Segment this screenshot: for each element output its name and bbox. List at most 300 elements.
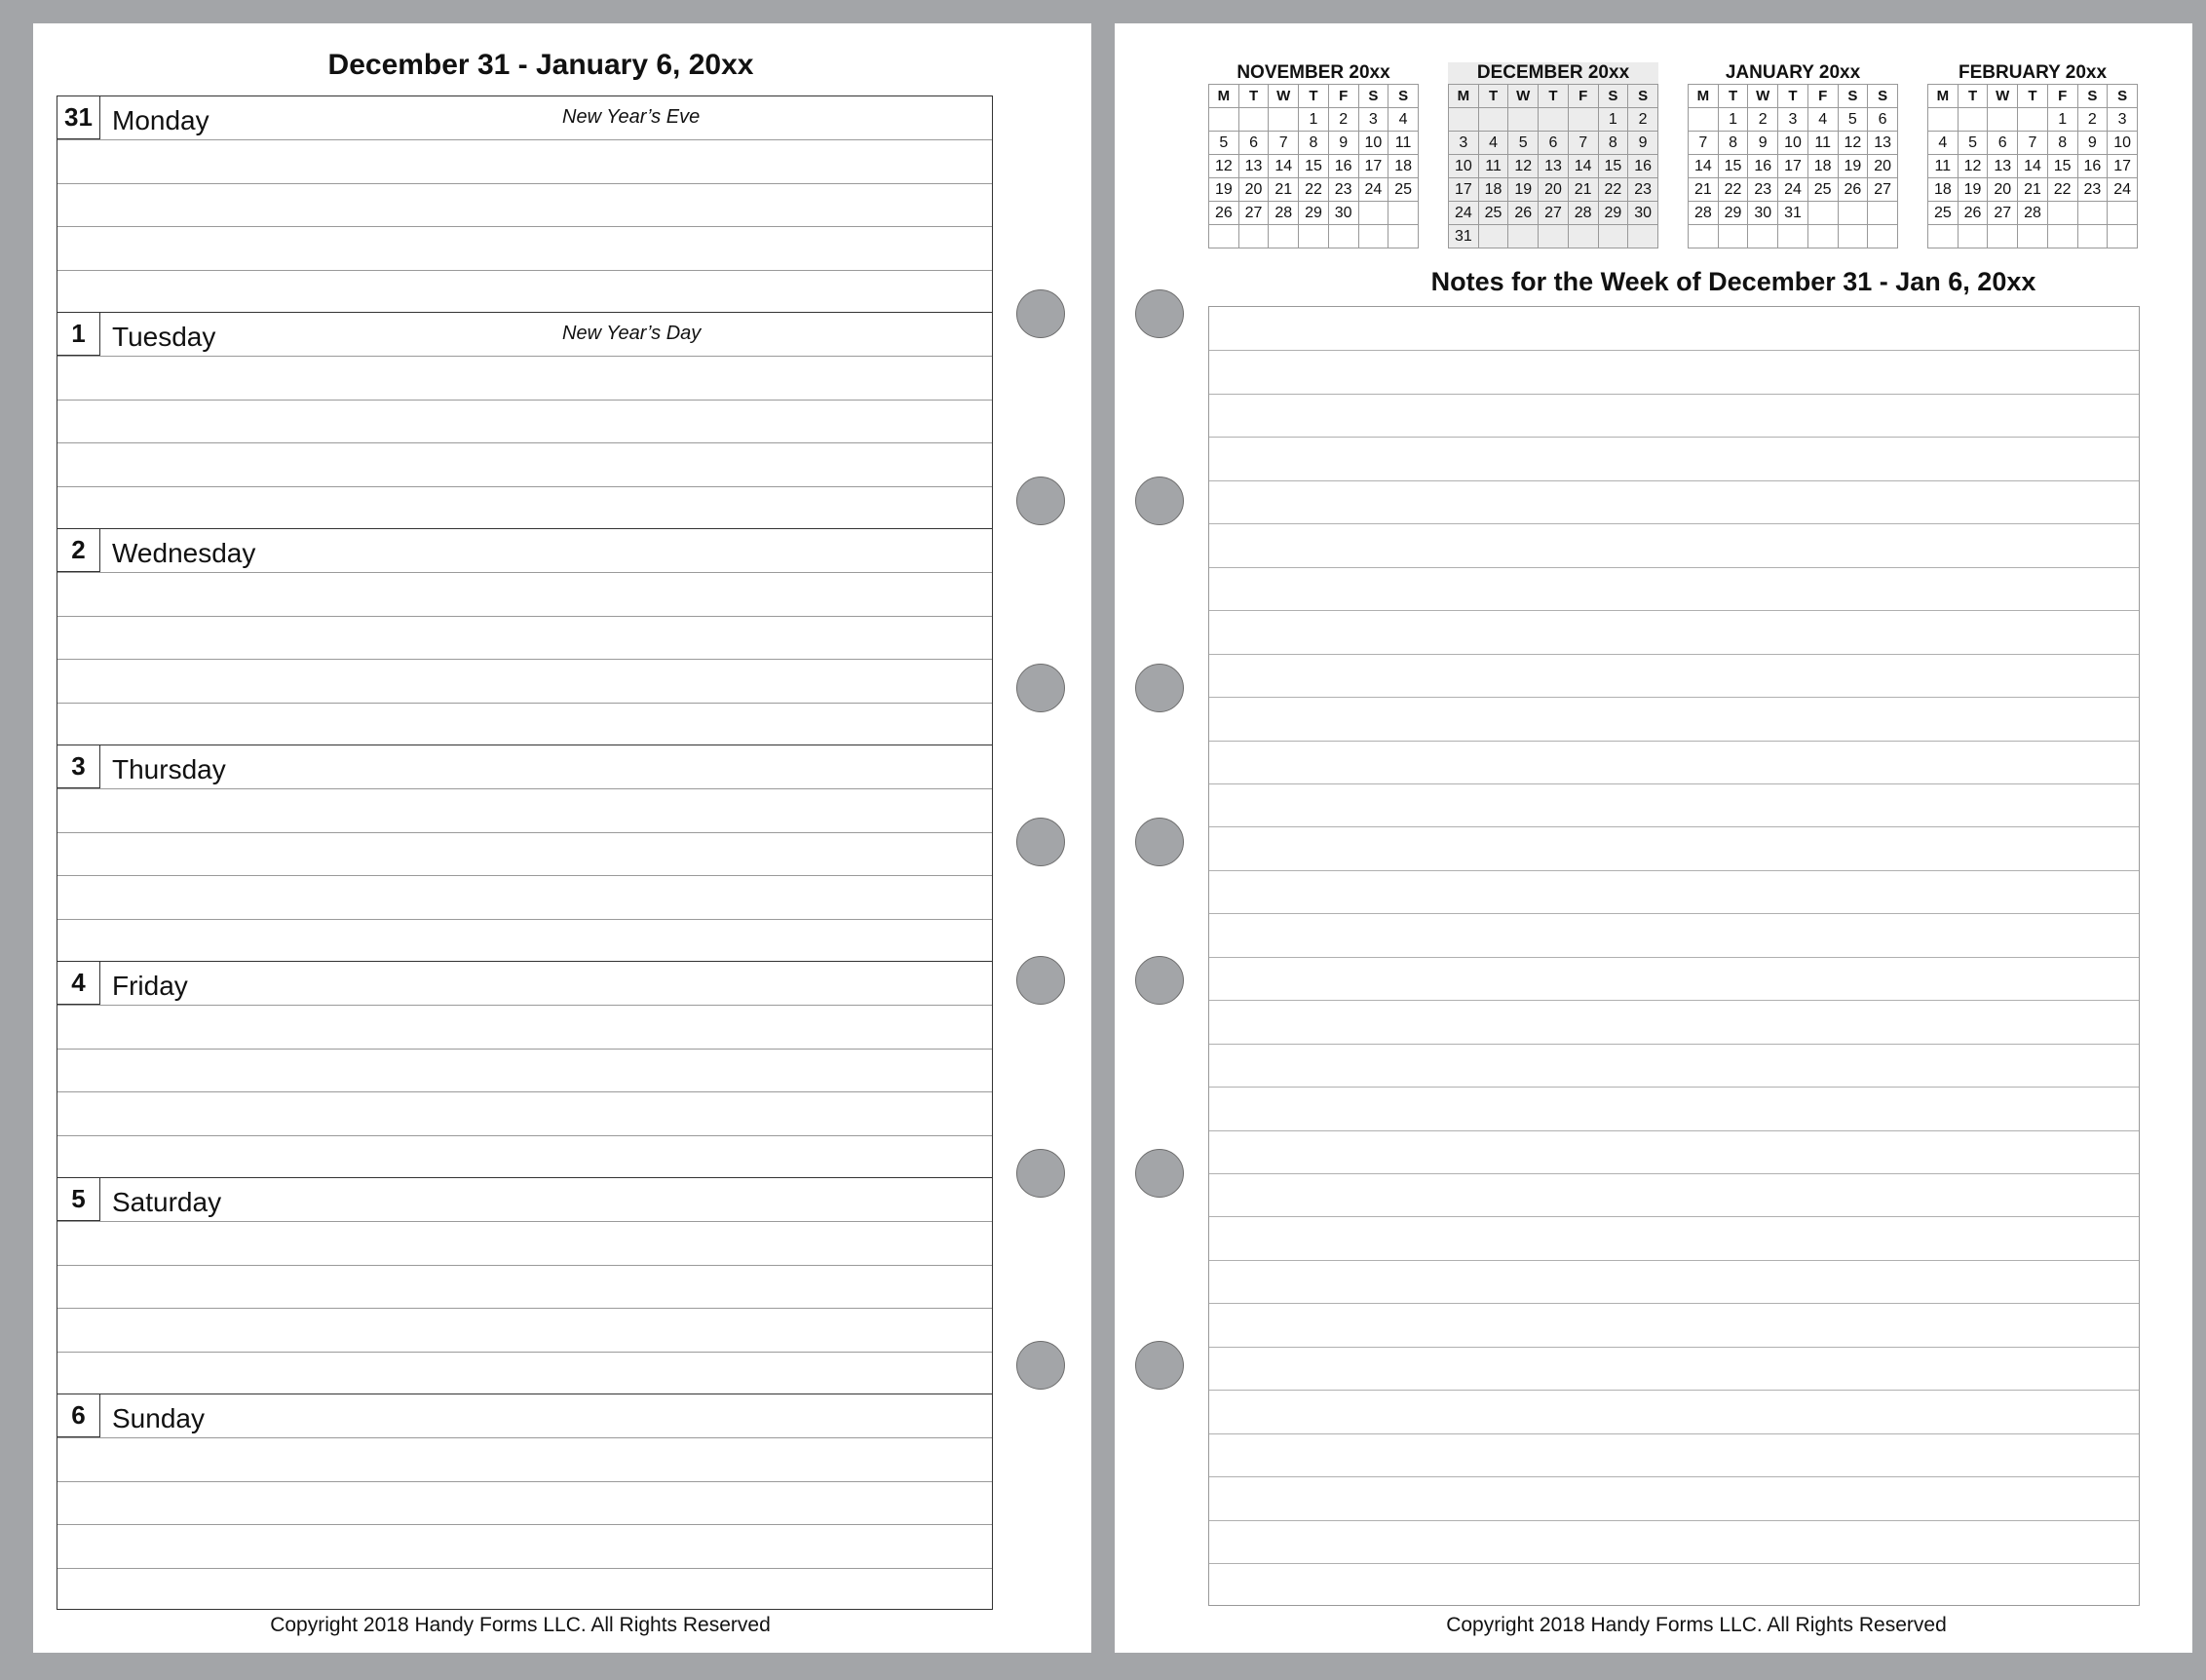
calendar-date-cell: 24 xyxy=(1449,202,1479,225)
calendar-date-cell: 2 xyxy=(1748,108,1778,132)
calendar-date-cell xyxy=(1209,225,1239,248)
notes-line[interactable] xyxy=(1209,870,2139,871)
notes-line[interactable] xyxy=(1209,913,2139,914)
calendar-date-cell: 28 xyxy=(1269,202,1299,225)
mini-calendar-grid xyxy=(1208,84,1419,248)
calendar-date-cell: 11 xyxy=(1478,155,1508,178)
notes-line[interactable] xyxy=(1209,783,2139,784)
weekday-header: S xyxy=(1358,85,1388,108)
day-block xyxy=(57,962,992,1178)
calendar-date-cell xyxy=(2108,225,2138,248)
calendar-date-cell: 20 xyxy=(1238,178,1269,202)
calendar-date-cell: 22 xyxy=(1598,178,1628,202)
mini-calendar-grid xyxy=(1448,84,1658,248)
notes-line[interactable] xyxy=(1209,1390,2139,1391)
calendar-date-cell xyxy=(1689,108,1719,132)
calendar-date-cell xyxy=(1868,202,1898,225)
writing-line[interactable] xyxy=(57,1265,992,1266)
calendar-date-cell xyxy=(1748,225,1778,248)
calendar-date-cell: 26 xyxy=(1209,202,1239,225)
calendar-date-cell: 21 xyxy=(1568,178,1598,202)
notes-line[interactable] xyxy=(1209,480,2139,481)
calendar-date-cell xyxy=(1689,225,1719,248)
calendar-date-cell: 26 xyxy=(1508,202,1539,225)
calendar-date-cell xyxy=(1988,225,2018,248)
calendar-date-cell: 4 xyxy=(1388,108,1419,132)
writing-line[interactable] xyxy=(57,270,992,271)
calendar-date-cell xyxy=(1838,225,1868,248)
notes-line[interactable] xyxy=(1209,567,2139,568)
weekday-header: T xyxy=(1539,85,1569,108)
calendar-date-cell: 18 xyxy=(1928,178,1959,202)
calendar-date-cell: 19 xyxy=(1508,178,1539,202)
calendar-date-cell: 12 xyxy=(1508,155,1539,178)
writing-line[interactable] xyxy=(57,226,992,227)
calendar-date-cell xyxy=(1388,202,1419,225)
notes-line[interactable] xyxy=(1209,1347,2139,1348)
calendar-date-cell: 27 xyxy=(1539,202,1569,225)
day-number: 6 xyxy=(57,1394,100,1437)
notes-line[interactable] xyxy=(1209,1260,2139,1261)
calendar-date-cell: 20 xyxy=(1539,178,1569,202)
calendar-date-cell: 11 xyxy=(1388,132,1419,155)
calendar-date-cell: 15 xyxy=(1718,155,1748,178)
calendar-date-cell: 25 xyxy=(1928,202,1959,225)
left-planner-page xyxy=(33,23,1091,1653)
calendar-date-cell xyxy=(1238,108,1269,132)
calendar-date-cell: 29 xyxy=(1718,202,1748,225)
calendar-date-cell xyxy=(1478,225,1508,248)
calendar-date-cell: 27 xyxy=(1238,202,1269,225)
binder-hole xyxy=(1016,477,1065,525)
mini-calendar xyxy=(1688,62,1898,248)
calendar-date-cell: 14 xyxy=(1568,155,1598,178)
calendar-date-cell: 12 xyxy=(1209,155,1239,178)
day-number: 2 xyxy=(57,529,100,572)
calendar-date-cell: 7 xyxy=(1269,132,1299,155)
calendar-date-cell: 2 xyxy=(1628,108,1658,132)
calendar-date-cell: 11 xyxy=(1807,132,1838,155)
calendar-date-cell xyxy=(1807,202,1838,225)
day-number: 31 xyxy=(57,96,100,139)
calendar-date-cell: 12 xyxy=(1958,155,1988,178)
calendar-date-cell: 7 xyxy=(2018,132,2048,155)
weekday-header: T xyxy=(1299,85,1329,108)
calendar-date-cell: 22 xyxy=(1718,178,1748,202)
calendar-date-cell: 16 xyxy=(1628,155,1658,178)
notes-line[interactable] xyxy=(1209,826,2139,827)
day-block xyxy=(57,529,992,745)
notes-line[interactable] xyxy=(1209,1303,2139,1304)
calendar-date-cell xyxy=(1778,225,1808,248)
writing-line[interactable] xyxy=(57,1091,992,1092)
notes-line[interactable] xyxy=(1209,1044,2139,1045)
weekday-header: S xyxy=(1388,85,1419,108)
calendar-date-cell: 13 xyxy=(1988,155,2018,178)
calendar-date-cell: 21 xyxy=(1689,178,1719,202)
weekday-header: T xyxy=(1778,85,1808,108)
day-number: 3 xyxy=(57,745,100,788)
calendar-date-cell xyxy=(2077,225,2108,248)
binder-hole xyxy=(1016,956,1065,1005)
calendar-date-cell: 19 xyxy=(1958,178,1988,202)
calendar-date-cell: 17 xyxy=(1778,155,1808,178)
binder-hole xyxy=(1135,818,1184,866)
weekday-header: W xyxy=(1269,85,1299,108)
calendar-date-cell: 13 xyxy=(1868,132,1898,155)
calendar-date-cell xyxy=(1358,225,1388,248)
weekday-header: T xyxy=(2018,85,2048,108)
notes-line[interactable] xyxy=(1209,437,2139,438)
calendar-date-cell: 8 xyxy=(1718,132,1748,155)
calendar-date-cell: 15 xyxy=(1598,155,1628,178)
calendar-date-cell: 18 xyxy=(1388,155,1419,178)
calendar-date-cell: 17 xyxy=(1449,178,1479,202)
binder-hole xyxy=(1016,1341,1065,1390)
calendar-date-cell: 6 xyxy=(1988,132,2018,155)
calendar-date-cell: 10 xyxy=(2108,132,2138,155)
calendar-date-cell xyxy=(1209,108,1239,132)
calendar-date-cell: 6 xyxy=(1539,132,1569,155)
notes-title: Notes for the Week of December 31 - Jan 6, 20xx xyxy=(1430,267,2036,296)
right-notes-page xyxy=(1115,23,2192,1653)
calendar-date-cell xyxy=(1269,225,1299,248)
days-grid xyxy=(57,95,993,1610)
writing-line[interactable] xyxy=(57,875,992,876)
calendar-date-cell: 7 xyxy=(1689,132,1719,155)
writing-line[interactable] xyxy=(57,1437,992,1438)
binder-hole xyxy=(1135,477,1184,525)
day-name: Sunday xyxy=(112,1403,205,1433)
calendar-date-cell: 20 xyxy=(1868,155,1898,178)
calendar-date-cell xyxy=(1269,108,1299,132)
weekday-header: F xyxy=(1568,85,1598,108)
week-title: December 31 - January 6, 20xx xyxy=(327,49,754,81)
weekday-header: F xyxy=(1807,85,1838,108)
notes-line[interactable] xyxy=(1209,1173,2139,1174)
notes-line[interactable] xyxy=(1209,350,2139,351)
notes-line[interactable] xyxy=(1209,523,2139,524)
binder-hole xyxy=(1135,664,1184,712)
calendar-date-cell: 5 xyxy=(1958,132,1988,155)
calendar-date-cell: 5 xyxy=(1508,132,1539,155)
calendar-date-cell: 3 xyxy=(1358,108,1388,132)
day-number: 4 xyxy=(57,962,100,1005)
calendar-date-cell: 2 xyxy=(2077,108,2108,132)
calendar-date-cell: 14 xyxy=(1269,155,1299,178)
calendar-date-cell xyxy=(2077,202,2108,225)
day-name: Tuesday xyxy=(112,322,216,352)
calendar-date-cell: 26 xyxy=(1958,202,1988,225)
notes-line[interactable] xyxy=(1209,1130,2139,1131)
notes-line[interactable] xyxy=(1209,1216,2139,1217)
calendar-date-cell: 1 xyxy=(1718,108,1748,132)
weekday-header: T xyxy=(1718,85,1748,108)
holiday-label: New Year’s Day xyxy=(562,323,702,344)
calendar-date-cell xyxy=(1928,225,1959,248)
binder-hole xyxy=(1016,818,1065,866)
calendar-date-cell: 9 xyxy=(1628,132,1658,155)
weekday-header: M xyxy=(1209,85,1239,108)
calendar-date-cell: 23 xyxy=(2077,178,2108,202)
writing-line[interactable] xyxy=(57,1524,992,1525)
calendar-date-cell: 22 xyxy=(1299,178,1329,202)
writing-line[interactable] xyxy=(57,1568,992,1569)
calendar-date-cell: 23 xyxy=(1628,178,1658,202)
writing-line[interactable] xyxy=(57,442,992,443)
day-divider xyxy=(57,312,992,313)
calendar-date-cell: 23 xyxy=(1328,178,1358,202)
calendar-date-cell: 24 xyxy=(1778,178,1808,202)
writing-line[interactable] xyxy=(57,616,992,617)
calendar-date-cell: 17 xyxy=(1358,155,1388,178)
day-name: Wednesday xyxy=(112,538,256,568)
calendar-date-cell: 27 xyxy=(1868,178,1898,202)
writing-line[interactable] xyxy=(57,1135,992,1136)
day-block xyxy=(57,96,992,313)
calendar-date-cell xyxy=(1958,225,1988,248)
day-number: 5 xyxy=(57,1178,100,1221)
notes-line[interactable] xyxy=(1209,741,2139,742)
calendar-date-cell xyxy=(1838,202,1868,225)
calendar-date-cell: 19 xyxy=(1209,178,1239,202)
notes-line[interactable] xyxy=(1209,654,2139,655)
writing-line[interactable] xyxy=(57,139,992,140)
writing-line[interactable] xyxy=(57,486,992,487)
copyright-right: Copyright 2018 Handy Forms LLC. All Rights Reserved xyxy=(1446,1614,1947,1636)
calendar-date-cell: 11 xyxy=(1928,155,1959,178)
calendar-date-cell xyxy=(1508,108,1539,132)
calendar-date-cell: 30 xyxy=(1628,202,1658,225)
writing-line[interactable] xyxy=(57,1221,992,1222)
calendar-date-cell: 26 xyxy=(1838,178,1868,202)
mini-calendar-title: NOVEMBER 20xx xyxy=(1236,62,1390,83)
mini-calendar-title: FEBRUARY 20xx xyxy=(1958,62,2108,83)
weekday-header: F xyxy=(2047,85,2077,108)
day-divider xyxy=(57,528,992,529)
calendar-date-cell xyxy=(2018,225,2048,248)
calendar-date-cell xyxy=(1568,225,1598,248)
weekday-header: S xyxy=(2077,85,2108,108)
notes-line[interactable] xyxy=(1209,610,2139,611)
mini-calendar-grid xyxy=(1927,84,2138,248)
notes-line[interactable] xyxy=(1209,394,2139,395)
calendar-date-cell xyxy=(1868,225,1898,248)
calendar-date-cell: 18 xyxy=(1807,155,1838,178)
calendar-date-cell: 8 xyxy=(2047,132,2077,155)
calendar-date-cell: 4 xyxy=(1478,132,1508,155)
day-name: Thursday xyxy=(112,754,226,784)
notes-line[interactable] xyxy=(1209,697,2139,698)
mini-calendar-title: DECEMBER 20xx xyxy=(1448,62,1658,84)
calendar-date-cell: 1 xyxy=(1598,108,1628,132)
day-divider xyxy=(57,1177,992,1178)
calendar-date-cell: 25 xyxy=(1478,202,1508,225)
weekday-header: F xyxy=(1328,85,1358,108)
calendar-date-cell: 4 xyxy=(1928,132,1959,155)
calendar-date-cell: 9 xyxy=(1328,132,1358,155)
calendar-date-cell: 8 xyxy=(1598,132,1628,155)
calendar-date-cell: 16 xyxy=(1328,155,1358,178)
calendar-date-cell: 7 xyxy=(1568,132,1598,155)
calendar-date-cell xyxy=(1478,108,1508,132)
calendar-date-cell: 29 xyxy=(1598,202,1628,225)
calendar-date-cell: 15 xyxy=(1299,155,1329,178)
calendar-date-cell: 21 xyxy=(1269,178,1299,202)
day-name: Monday xyxy=(112,105,209,135)
writing-line[interactable] xyxy=(57,659,992,660)
calendar-date-cell: 5 xyxy=(1838,108,1868,132)
copyright-left: Copyright 2018 Handy Forms LLC. All Rights Reserved xyxy=(270,1614,771,1636)
calendar-date-cell: 13 xyxy=(1238,155,1269,178)
calendar-date-cell: 30 xyxy=(1328,202,1358,225)
writing-line[interactable] xyxy=(57,1308,992,1309)
day-name: Friday xyxy=(112,971,188,1001)
writing-line[interactable] xyxy=(57,572,992,573)
calendar-date-cell: 17 xyxy=(2108,155,2138,178)
calendar-date-cell: 16 xyxy=(2077,155,2108,178)
calendar-date-cell xyxy=(1988,108,2018,132)
calendar-date-cell: 10 xyxy=(1449,155,1479,178)
calendar-date-cell: 31 xyxy=(1778,202,1808,225)
calendar-date-cell: 22 xyxy=(2047,178,2077,202)
calendar-date-cell: 3 xyxy=(2108,108,2138,132)
weekday-header: T xyxy=(1478,85,1508,108)
binder-hole xyxy=(1016,664,1065,712)
calendar-date-cell xyxy=(1299,225,1329,248)
calendar-date-cell xyxy=(1539,225,1569,248)
writing-line[interactable] xyxy=(57,788,992,789)
day-block xyxy=(57,1178,992,1394)
calendar-date-cell xyxy=(1958,108,1988,132)
weekday-header: M xyxy=(1689,85,1719,108)
calendar-date-cell: 31 xyxy=(1449,225,1479,248)
day-number: 1 xyxy=(57,313,100,356)
notes-lined-area xyxy=(1208,306,2140,1606)
notes-line[interactable] xyxy=(1209,1433,2139,1434)
weekday-header: S xyxy=(1838,85,1868,108)
calendar-date-cell: 28 xyxy=(2018,202,2048,225)
weekday-header: S xyxy=(2108,85,2138,108)
calendar-date-cell: 6 xyxy=(1868,108,1898,132)
notes-line[interactable] xyxy=(1209,1000,2139,1001)
calendar-date-cell: 2 xyxy=(1328,108,1358,132)
writing-line[interactable] xyxy=(57,919,992,920)
calendar-date-cell: 12 xyxy=(1838,132,1868,155)
mini-calendar-grid xyxy=(1688,84,1898,248)
calendar-date-cell: 9 xyxy=(1748,132,1778,155)
calendar-date-cell xyxy=(2047,225,2077,248)
calendar-date-cell xyxy=(1928,108,1959,132)
calendar-date-cell: 3 xyxy=(1778,108,1808,132)
mini-calendar xyxy=(1448,62,1658,248)
calendar-date-cell: 14 xyxy=(2018,155,2048,178)
calendar-date-cell: 6 xyxy=(1238,132,1269,155)
calendar-date-cell: 15 xyxy=(2047,155,2077,178)
calendar-date-cell: 21 xyxy=(2018,178,2048,202)
calendar-date-cell: 16 xyxy=(1748,155,1778,178)
binder-hole xyxy=(1016,289,1065,338)
notes-line[interactable] xyxy=(1209,1476,2139,1477)
day-block xyxy=(57,313,992,529)
calendar-date-cell: 19 xyxy=(1838,155,1868,178)
calendar-date-cell xyxy=(1328,225,1358,248)
calendar-date-cell: 10 xyxy=(1778,132,1808,155)
mini-calendar-title: JANUARY 20xx xyxy=(1725,62,1861,83)
writing-line[interactable] xyxy=(57,356,992,357)
calendar-date-cell: 9 xyxy=(2077,132,2108,155)
calendar-date-cell xyxy=(1388,225,1419,248)
weekday-header: S xyxy=(1868,85,1898,108)
calendar-date-cell xyxy=(2108,202,2138,225)
calendar-date-cell: 5 xyxy=(1209,132,1239,155)
calendar-date-cell xyxy=(1508,225,1539,248)
writing-line[interactable] xyxy=(57,1352,992,1353)
calendar-date-cell: 13 xyxy=(1539,155,1569,178)
calendar-date-cell xyxy=(1807,225,1838,248)
day-block xyxy=(57,1394,992,1611)
notes-line[interactable] xyxy=(1209,957,2139,958)
calendar-date-cell: 14 xyxy=(1689,155,1719,178)
weekday-header: W xyxy=(1988,85,2018,108)
calendar-date-cell xyxy=(1358,202,1388,225)
weekday-header: M xyxy=(1449,85,1479,108)
writing-line[interactable] xyxy=(57,703,992,704)
calendar-date-cell: 8 xyxy=(1299,132,1329,155)
notes-line[interactable] xyxy=(1209,1520,2139,1521)
writing-line[interactable] xyxy=(57,1005,992,1006)
calendar-date-cell: 18 xyxy=(1478,178,1508,202)
calendar-date-cell: 28 xyxy=(1689,202,1719,225)
calendar-date-cell: 1 xyxy=(1299,108,1329,132)
calendar-date-cell: 25 xyxy=(1388,178,1419,202)
calendar-date-cell xyxy=(1449,108,1479,132)
calendar-date-cell xyxy=(1539,108,1569,132)
calendar-date-cell xyxy=(2047,202,2077,225)
calendar-date-cell: 30 xyxy=(1748,202,1778,225)
binder-hole xyxy=(1135,956,1184,1005)
calendar-date-cell: 25 xyxy=(1807,178,1838,202)
calendar-date-cell: 10 xyxy=(1358,132,1388,155)
weekday-header: T xyxy=(1238,85,1269,108)
notes-line[interactable] xyxy=(1209,1563,2139,1564)
calendar-date-cell xyxy=(1718,225,1748,248)
calendar-date-cell: 4 xyxy=(1807,108,1838,132)
calendar-date-cell: 3 xyxy=(1449,132,1479,155)
calendar-date-cell: 23 xyxy=(1748,178,1778,202)
writing-line[interactable] xyxy=(57,183,992,184)
binder-hole xyxy=(1135,289,1184,338)
writing-line[interactable] xyxy=(57,1481,992,1482)
calendar-date-cell xyxy=(1568,108,1598,132)
calendar-date-cell xyxy=(1628,225,1658,248)
weekday-header: S xyxy=(1598,85,1628,108)
calendar-date-cell xyxy=(2018,108,2048,132)
weekday-header: W xyxy=(1508,85,1539,108)
writing-line[interactable] xyxy=(57,400,992,401)
calendar-date-cell: 27 xyxy=(1988,202,2018,225)
calendar-date-cell: 24 xyxy=(2108,178,2138,202)
writing-line[interactable] xyxy=(57,1049,992,1050)
calendar-date-cell: 28 xyxy=(1568,202,1598,225)
calendar-date-cell: 24 xyxy=(1358,178,1388,202)
notes-line[interactable] xyxy=(1209,1087,2139,1088)
mini-calendar xyxy=(1208,62,1419,248)
weekday-header: W xyxy=(1748,85,1778,108)
mini-calendar xyxy=(1927,62,2138,248)
writing-line[interactable] xyxy=(57,832,992,833)
calendar-date-cell xyxy=(1238,225,1269,248)
